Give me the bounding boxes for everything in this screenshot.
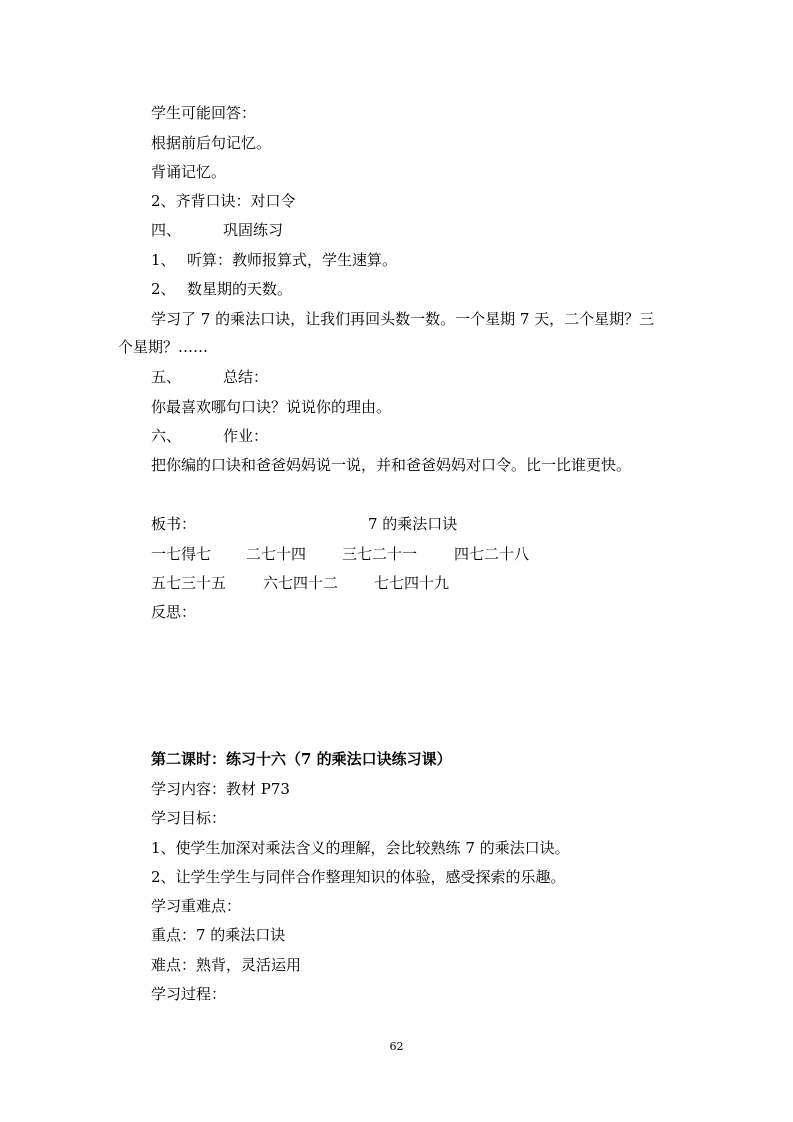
homework: 把你编的口诀和爸爸妈妈说一说，并和爸爸妈妈对口令。比一比谁更快。 xyxy=(151,456,632,474)
heading-5-title: 总结： xyxy=(223,368,269,386)
answer-2: 背诵记忆。 xyxy=(151,163,227,181)
board-row2-item: 七七四十九 xyxy=(374,574,450,592)
item-2: 2、齐背口诀：对口令 xyxy=(151,192,296,210)
heading-4 xyxy=(151,220,283,240)
page-number: 62 xyxy=(389,1040,404,1053)
reflection-label: 反思： xyxy=(151,603,197,621)
board-row2-item: 五七三十五 xyxy=(151,574,227,592)
heading-6-title: 作业： xyxy=(223,427,269,445)
heading-4-num: 四、 xyxy=(151,221,182,239)
board-row-2 xyxy=(151,573,449,593)
board-row2-item: 六七四十二 xyxy=(263,574,339,592)
student-answer-label: 学生可能回答： xyxy=(151,104,257,122)
heading-6-num: 六、 xyxy=(151,427,182,445)
answer-1: 根据前后句记忆。 xyxy=(151,134,272,152)
board-title: 7 的乘法口诀 xyxy=(368,515,458,533)
exercise-1 xyxy=(151,250,397,270)
board-row-1 xyxy=(151,544,529,564)
exercise-2 xyxy=(151,279,292,299)
lesson2-difficulty: 难点：熟背，灵活运用 xyxy=(151,956,302,974)
lesson2-content: 学习内容：教材 P73 xyxy=(151,780,290,798)
summary-question: 你最喜欢哪句口诀？说说你的理由。 xyxy=(151,398,392,416)
lesson2-title: 第二课时：练习十六（7 的乘法口诀练习课） xyxy=(151,750,452,768)
lesson2-goal-2: 2、让学生学生与同伴合作整理知识的体验，感受探索的乐趣。 xyxy=(151,868,566,886)
board-row1-item: 二七十四 xyxy=(246,545,307,563)
heading-5 xyxy=(151,367,268,387)
exercise-2-text: 数星期的天数。 xyxy=(187,280,293,298)
paragraph-line-1: 学习了 7 的乘法口诀，让我们再回头数一数。一个星期 7 天，二个星期？三 xyxy=(151,310,655,328)
board-row1-item: 一七得七 xyxy=(151,545,212,563)
exercise-1-text: 听算：教师报算式，学生速算。 xyxy=(187,251,398,269)
lesson2-goal-1: 1、使学生加深对乘法含义的理解，会比较熟练 7 的乘法口诀。 xyxy=(151,839,570,857)
paragraph-line-2: 个星期？…… xyxy=(118,338,209,356)
board-label: 板书： xyxy=(151,515,197,533)
board-row1-item: 四七二十八 xyxy=(454,545,530,563)
exercise-1-num: 1、 xyxy=(151,251,176,269)
heading-5-num: 五、 xyxy=(151,368,182,386)
heading-6 xyxy=(151,426,268,446)
board-row1-item: 三七二十一 xyxy=(342,545,418,563)
lesson2-key-label: 学习重难点： xyxy=(151,897,242,915)
exercise-2-num: 2、 xyxy=(151,280,176,298)
heading-4-title: 巩固练习 xyxy=(223,221,284,239)
lesson2-key-point: 重点：7 的乘法口诀 xyxy=(151,926,286,944)
lesson2-process: 学习过程： xyxy=(151,985,227,1003)
lesson2-goals-label: 学习目标： xyxy=(151,809,227,827)
